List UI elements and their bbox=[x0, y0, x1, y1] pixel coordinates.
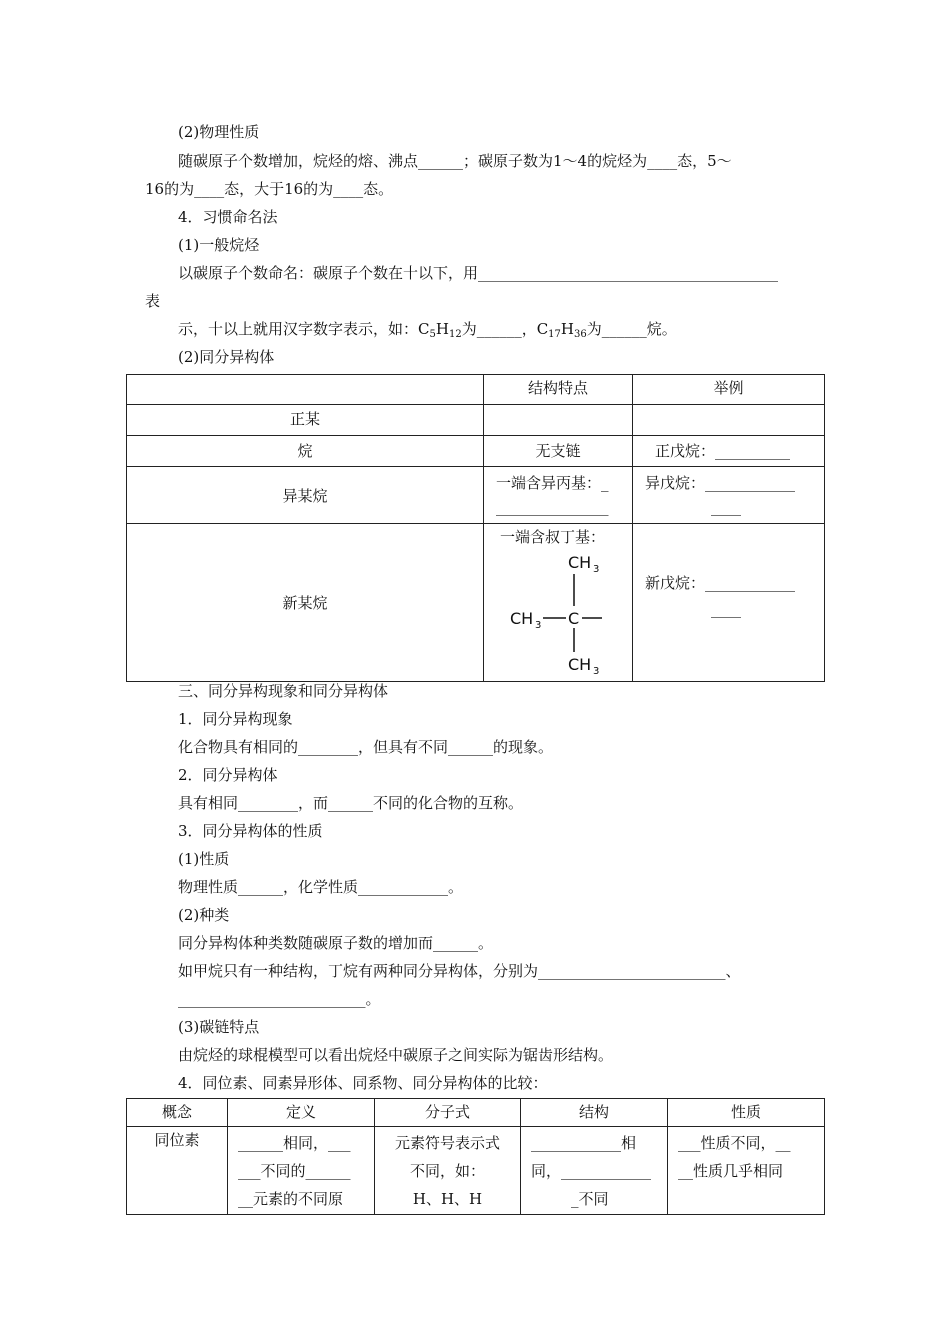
table2-isotope-structure: ____________相 同，____________ _不同 bbox=[521, 1127, 668, 1215]
kind-line-1: 同分异构体种类数随碳原子数的增加而______。 bbox=[178, 934, 494, 952]
general-alkane-heading: (1)一般烷烃 bbox=[178, 236, 260, 254]
physical-property-line-1: 随碳原子个数增加，烷烃的熔、沸点______；碳原子数为1～4的烷烃为____态，5～ bbox=[178, 152, 732, 170]
table1-row3-example bbox=[633, 524, 825, 682]
row2-example-line-2: ____ bbox=[711, 498, 741, 516]
row3-example-line-2: ____ bbox=[711, 600, 741, 618]
table1-row1-example-top bbox=[633, 405, 825, 436]
line3-text-e: 为______，C bbox=[461, 320, 549, 338]
table2-header-definition: 定义 bbox=[228, 1099, 375, 1127]
general-naming-line-2: 表 bbox=[145, 292, 161, 310]
isomer-subheading: (2)同分异构体 bbox=[178, 348, 275, 366]
table1-row1-name-top: 正某 bbox=[127, 405, 484, 436]
table2-header-property: 性质 bbox=[668, 1099, 825, 1127]
tert-butyl-structure bbox=[484, 524, 633, 680]
property-subheading: (1)性质 bbox=[178, 850, 230, 868]
isomerism-line: 化合物具有相同的________，但具有不同______的现象。 bbox=[178, 738, 554, 756]
line3-text-c: H bbox=[435, 320, 449, 338]
table1-row1-feature-top bbox=[484, 405, 633, 436]
isomer-property-heading: 3．同分异构体的性质 bbox=[178, 822, 323, 840]
chain-line: 由烷烃的球棍模型可以看出烷烃中碳原子之间实际为锯齿形结构。 bbox=[178, 1046, 614, 1064]
isomer-naming-table bbox=[126, 374, 825, 682]
c17-subscript: 17 bbox=[548, 329, 561, 340]
table1-row2-example bbox=[633, 467, 825, 524]
h36-subscript: 36 bbox=[574, 329, 587, 340]
kind-line-3: _________________________。 bbox=[178, 990, 381, 1008]
struct-left-ch: CH bbox=[510, 609, 534, 628]
c5-subscript: 5 bbox=[429, 329, 436, 340]
isomer-line: 具有相同________，而______不同的化合物的互称。 bbox=[178, 794, 524, 812]
property-line: 物理性质______，化学性质____________。 bbox=[178, 878, 464, 896]
struct-top-ch: CH bbox=[568, 553, 592, 572]
table2-header-structure: 结构 bbox=[521, 1099, 668, 1127]
table1-row2-feature bbox=[484, 467, 633, 524]
physical-property-line-2: 16的为____态，大于16的为____态。 bbox=[145, 180, 394, 198]
chain-subheading: (3)碳链特点 bbox=[178, 1018, 260, 1036]
struct-top-sub: 3 bbox=[593, 564, 600, 575]
line3-text-i: 为______烷。 bbox=[586, 320, 677, 338]
row2-feature-line-1: 一端含异丙基：_ bbox=[496, 474, 609, 492]
table2-header-concept: 概念 bbox=[127, 1099, 228, 1127]
table2-header-formula: 分子式 bbox=[375, 1099, 521, 1127]
table1-header-example: 举例 bbox=[633, 375, 825, 405]
table1-row2-name: 异某烷 bbox=[127, 467, 484, 524]
table2-isotope-definition: ______相同，___ ___不同的______ __元素的不同原 bbox=[228, 1127, 375, 1215]
kind-line-2: 如甲烷只有一种结构，丁烷有两种同分异构体，分别为_________________________、 bbox=[178, 962, 741, 980]
part3-heading: 三、同分异构现象和同分异构体 bbox=[178, 682, 389, 700]
isomer-heading: 2．同分异构体 bbox=[178, 766, 278, 784]
struct-bottom-sub: 3 bbox=[593, 666, 600, 677]
table2-isotope-property: ___性质不同，__ __性质几乎相同 bbox=[668, 1127, 825, 1215]
section-heading-physical: (2)物理性质 bbox=[178, 123, 260, 141]
table1-row1-example: 正戊烷：__________ bbox=[633, 436, 825, 467]
table1-row3-feature bbox=[484, 524, 633, 682]
h12-subscript: 12 bbox=[448, 329, 462, 340]
struct-left-sub: 3 bbox=[535, 620, 542, 631]
kind-subheading: (2)种类 bbox=[178, 906, 230, 924]
line3-text-g: H bbox=[560, 320, 574, 338]
table1-header-blank bbox=[127, 375, 484, 405]
general-naming-line-3 bbox=[178, 319, 677, 345]
table2-isotope-formula: 元素符号表示式 不同，如： H、H、H bbox=[375, 1127, 521, 1215]
row2-feature-line-2: _______________ bbox=[496, 498, 609, 516]
table2-row-isotope: 同位素 bbox=[127, 1127, 228, 1215]
naming-heading: 4．习惯命名法 bbox=[178, 208, 278, 226]
table1-header-feature: 结构特点 bbox=[484, 375, 633, 405]
row2-example-line-1: 异戊烷：____________ bbox=[645, 474, 796, 492]
row3-feature-text: 一端含叔丁基： bbox=[500, 528, 606, 546]
comparison-heading: 4．同位素、同素异形体、同系物、同分异构体的比较： bbox=[178, 1074, 548, 1092]
table1-row3-name: 新某烷 bbox=[127, 524, 484, 682]
struct-center-c: C bbox=[568, 609, 580, 628]
comparison-table bbox=[126, 1098, 825, 1215]
table1-row1-feature: 无支链 bbox=[484, 436, 633, 467]
isomerism-heading: 1．同分异构现象 bbox=[178, 710, 293, 728]
struct-bottom-ch: CH bbox=[568, 655, 592, 674]
row3-example-line-1: 新戊烷：____________ bbox=[645, 574, 796, 592]
general-naming-line-1: 以碳原子个数命名：碳原子个数在十以下，用________________________________________ bbox=[178, 264, 779, 282]
line3-text-a: 示，十以上就用汉字数字表示，如：C bbox=[178, 320, 430, 338]
table1-row1-name-bottom: 烷 bbox=[127, 436, 484, 467]
